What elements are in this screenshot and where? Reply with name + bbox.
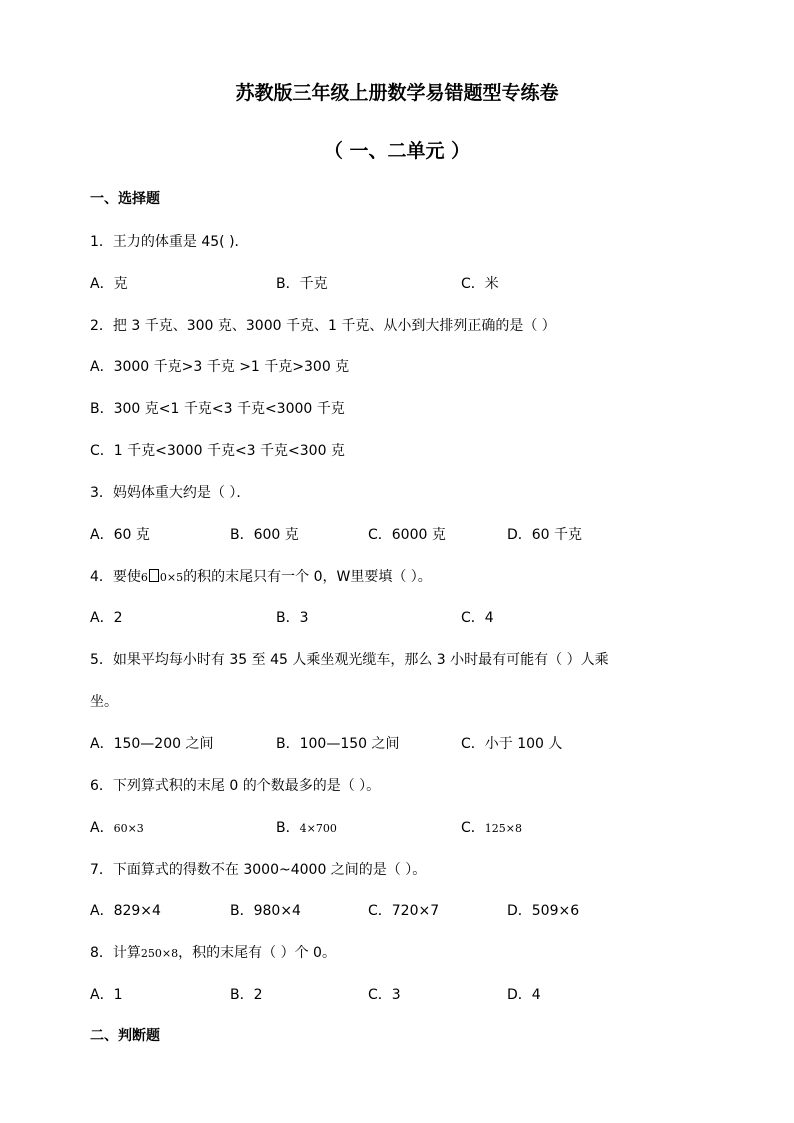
page-title: 苏教版三年级上册数学易错题型专练卷 bbox=[235, 82, 559, 104]
question-1-stem: 1．王力的体重是 45( )． bbox=[90, 234, 249, 250]
question-3-stem: 3．妈妈体重大约是（ ）． bbox=[90, 485, 251, 501]
section-heading-choice: 一、选择题 bbox=[90, 191, 160, 207]
question-6-option-a-label: A． bbox=[90, 820, 114, 836]
question-5-option-c: C．小于 100 人 bbox=[461, 736, 563, 752]
question-6-stem: 6．下列算式积的末尾 0 的个数最多的是（ ）。 bbox=[90, 778, 381, 794]
question-8-stem-suffix: ，积的末尾有（ ）个 0。 bbox=[178, 945, 336, 961]
page-subtitle: （ 一、二单元 ） bbox=[323, 140, 471, 162]
question-4-expression-left: 6 bbox=[140, 571, 148, 584]
question-7-option-d: D．509×6 bbox=[507, 903, 580, 919]
question-8-expression: 250×8 bbox=[140, 947, 179, 960]
question-6-option-b bbox=[276, 818, 337, 839]
question-5-option-b: B．100—150 之间 bbox=[276, 736, 400, 752]
question-6-option-c bbox=[461, 818, 522, 839]
question-4-option-c: C．4 bbox=[461, 610, 494, 626]
question-5-option-a: A．150—200 之间 bbox=[90, 736, 214, 752]
question-6-option-a bbox=[90, 818, 144, 839]
question-1-option-c: C．米 bbox=[461, 276, 499, 292]
question-5-stem-line-2: 坐。 bbox=[90, 694, 118, 710]
question-2-stem: 2．把 3 千克、300 克、3000 千克、1 千克、从小到大排列正确的是（ ） bbox=[90, 318, 556, 334]
question-1-option-b: B．千克 bbox=[276, 276, 328, 292]
question-7-option-b: B．980×4 bbox=[230, 903, 301, 919]
question-4-option-b: B．3 bbox=[276, 610, 309, 626]
question-7-stem: 7．下面算式的得数不在 3000~4000 之间的是（ ）。 bbox=[90, 862, 427, 878]
question-8-stem bbox=[90, 943, 336, 964]
question-2-option-c: C．1 千克<3000 千克<3 千克<300 克 bbox=[90, 443, 345, 459]
question-4-stem bbox=[90, 567, 432, 588]
question-4-stem-prefix: 4．要使 bbox=[90, 569, 141, 585]
question-3-option-b: B．600 克 bbox=[230, 527, 299, 543]
question-8-option-d: D．4 bbox=[507, 987, 541, 1003]
question-3-option-a: A．60 克 bbox=[90, 527, 150, 543]
question-8-stem-prefix: 8．计算 bbox=[90, 945, 141, 961]
question-8-option-c: C．3 bbox=[368, 987, 401, 1003]
question-4-expression-right: 0×5 bbox=[159, 571, 184, 584]
section-heading-judge: 二、判断题 bbox=[90, 1028, 160, 1044]
question-6-option-b-label: B． bbox=[276, 820, 300, 836]
blank-box-icon bbox=[149, 569, 159, 582]
question-4-option-a: A．2 bbox=[90, 610, 123, 626]
question-6-option-c-expression: 125×8 bbox=[484, 822, 522, 835]
question-1-option-a: A．克 bbox=[90, 276, 128, 292]
question-2-option-a: A．3000 千克>3 千克 >1 千克>300 克 bbox=[90, 359, 350, 375]
question-7-option-a: A．829×4 bbox=[90, 903, 161, 919]
question-6-option-c-label: C． bbox=[461, 820, 485, 836]
question-8-option-a: A．1 bbox=[90, 987, 123, 1003]
question-6-option-a-expression: 60×3 bbox=[113, 822, 144, 835]
question-3-option-d: D．60 千克 bbox=[507, 527, 583, 543]
question-5-stem-line-1: 5．如果平均每小时有 35 至 45 人乘坐观光缆车，那么 3 小时最有可能有（ ）人乘 bbox=[90, 652, 609, 668]
question-7-option-c: C．720×7 bbox=[368, 903, 440, 919]
question-6-option-b-expression: 4×700 bbox=[299, 822, 337, 835]
question-3-option-c: C．6000 克 bbox=[368, 527, 446, 543]
question-4-stem-suffix: 的积的末尾只有一个 0，W里要填（ ）。 bbox=[183, 569, 432, 585]
question-2-option-b: B．300 克<1 千克<3 千克<3000 千克 bbox=[90, 401, 345, 417]
question-8-option-b: B．2 bbox=[230, 987, 263, 1003]
